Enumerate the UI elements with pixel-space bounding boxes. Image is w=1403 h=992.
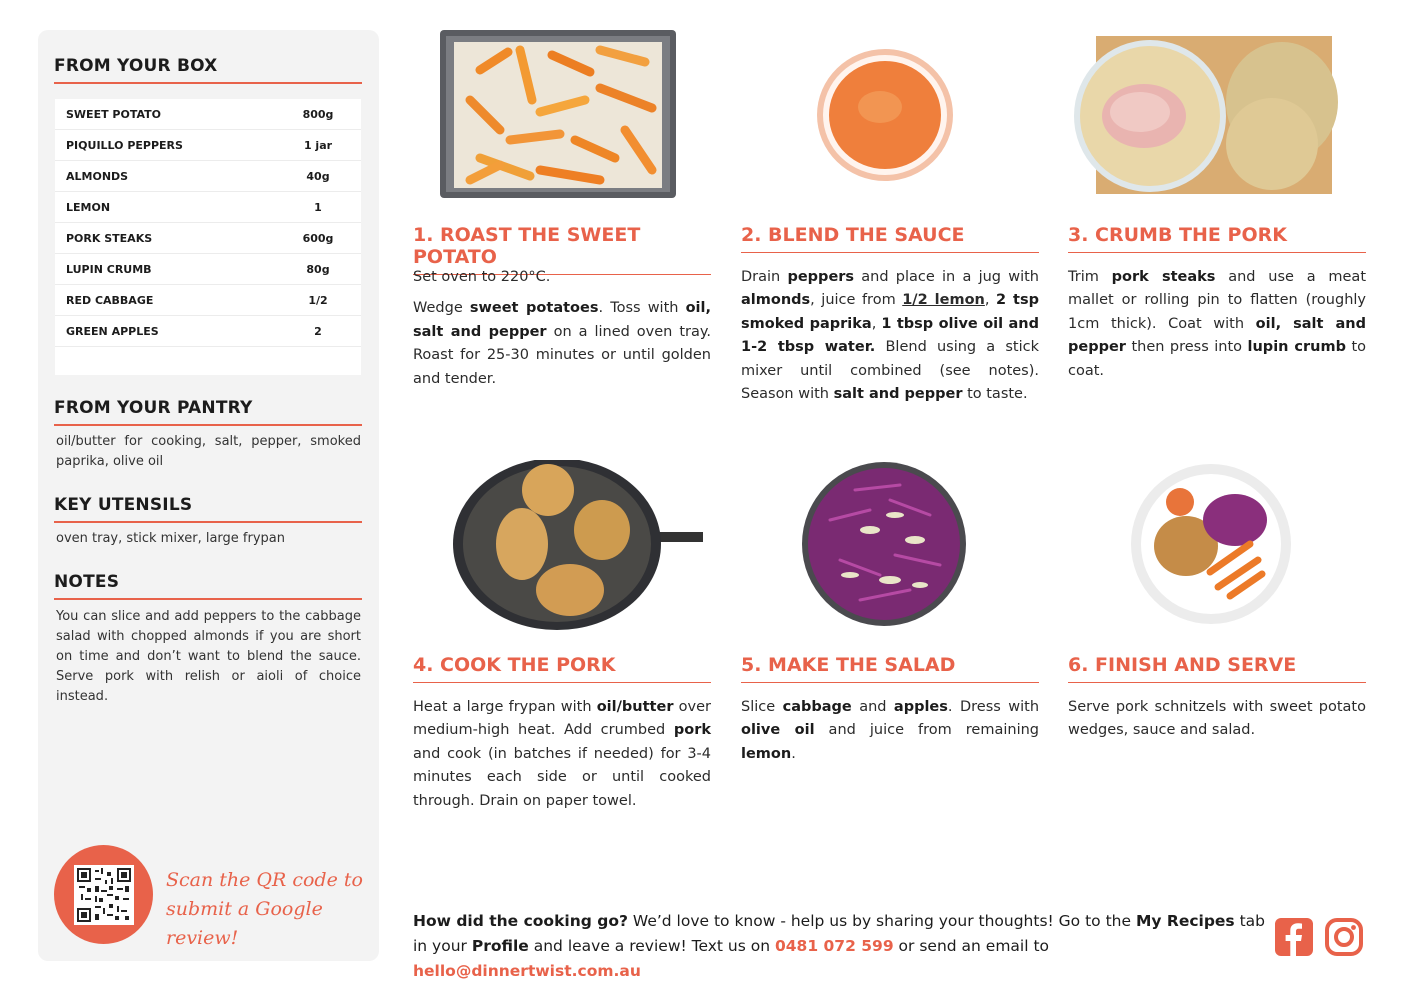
qr-code-badge[interactable] [54,845,153,944]
ingredient-qty: 1 jar [303,138,333,152]
table-row [55,130,361,161]
step-paragraph: Slice cabbage and apples. Dress with olive oil and juice from remaining lemon. [741,699,1040,762]
table-row [55,316,361,347]
ingredients-table [55,99,361,375]
utensils-text: oven tray, stick mixer, large frypan [56,531,285,546]
email-link[interactable]: hello@dinnertwist.com.au [413,962,641,980]
step-1-text [413,266,711,399]
from-your-box-heading: FROM YOUR BOX [54,56,362,84]
ingredient-name: GREEN APPLES [66,324,159,338]
qr-caption-line: Scan the QR code to [166,869,363,891]
ingredient-qty: 40g [306,169,330,183]
ingredient-name: LUPIN CRUMB [66,262,152,276]
qr-code-icon [74,865,134,925]
step-6-text [1068,696,1366,751]
from-your-pantry-heading: FROM YOUR PANTRY [54,398,362,426]
table-row [55,223,361,254]
profile-label: Profile [471,937,529,955]
notes-heading: NOTES [54,572,362,600]
table-row [55,161,361,192]
crumb-pork-image [1072,32,1338,198]
salad-bowl-image [800,460,968,628]
instagram-icon[interactable] [1325,918,1363,956]
pantry-text: oil/butter for cooking, salt, pepper, smoked paprika, olive oil [56,434,361,469]
ingredient-name: RED CABBAGE [66,293,154,307]
ingredient-name: SWEET POTATO [66,107,161,121]
table-row [55,99,361,130]
step-2-text [741,266,1039,414]
plated-dish-image [1130,462,1292,626]
notes-text: You can slice and add peppers to the cabbage salad with chopped almonds if you are short on time and don’t want to blend the sauce. Serve pork with relish or aioli of choice instead. [56,609,361,704]
step-1-title: 1. ROAST THE SWEET POTATO [413,224,711,275]
step-paragraph: Serve pork schnitzels with sweet potato wedges, sauce and salad. [1068,699,1366,739]
ingredient-qty: 1/2 [308,293,328,307]
key-utensils-heading: KEY UTENSILS [54,495,362,523]
ingredient-qty: 600g [302,231,334,245]
ingredient-qty: 80g [306,262,330,276]
roast-sweet-potato-image [440,30,676,200]
step-3-title: 3. CRUMB THE PORK [1068,224,1366,253]
step-4-text [413,696,711,821]
table-row [55,192,361,223]
ingredient-name: PORK STEAKS [66,231,153,245]
qr-caption-line: submit a Google review! [166,898,323,949]
footer-question: How did the cooking go? [413,912,628,930]
step-4-title: 4. COOK THE PORK [413,654,711,683]
step-paragraph: Wedge sweet potatoes. Toss with oil, salt and pepper on a lined oven tray. Roast for 25-30 minutes or until golden and tender. [413,300,711,387]
ingredient-name: PIQUILLO PEPPERS [66,138,183,152]
step-5-title: 5. MAKE THE SALAD [741,654,1039,683]
ingredient-qty: 1 [314,200,322,214]
review-footer: How did the cooking go? We’d love to know - help us by sharing your thoughts! Go to the My Recipes tab in your Profile and leave a review! Text us on 0481 072 599 or send an email to hello@dinnertwist.com.au [413,912,1266,980]
ingredients-sidebar [38,30,379,961]
table-row [55,285,361,316]
my-recipes-label: My Recipes [1135,912,1235,930]
qr-caption [166,866,366,953]
step-paragraph: Set oven to 220°C. [413,269,551,285]
sauce-bowl-image [810,45,960,185]
step-2-title: 2. BLEND THE SAUCE [741,224,1039,253]
table-row [55,254,361,285]
ingredient-qty: 2 [314,324,322,338]
step-5-text [741,696,1039,774]
step-3-text [1068,266,1366,391]
ingredient-name: LEMON [66,200,111,214]
step-6-title: 6. FINISH AND SERVE [1068,654,1366,683]
facebook-icon[interactable] [1275,918,1313,956]
frypan-image [452,460,704,630]
step-paragraph: Heat a large frypan with oil/butter over medium-high heat. Add crumbed pork and cook (in batches if needed) for 3-4 minutes each side or until cooked through. Drain on paper towel. [413,699,712,809]
ingredient-qty: 800g [302,107,334,121]
ingredient-name: ALMONDS [66,169,129,183]
step-paragraph: Drain peppers and place in a jug with almonds, juice from 1/2 lemon, 2 tsp smoked paprika, 1 tbsp olive oil and 1-2 tbsp water. Blend using a stick mixer until combined (see notes). Season with salt and pepper to taste. [741,269,1040,403]
phone-link[interactable]: 0481 072 599 [774,937,894,955]
step-paragraph: Trim pork steaks and use a meat mallet or rolling pin to flatten (roughly 1cm thick). Coat with oil, salt and pepper then press into lupin crumb to coat. [1068,269,1367,379]
